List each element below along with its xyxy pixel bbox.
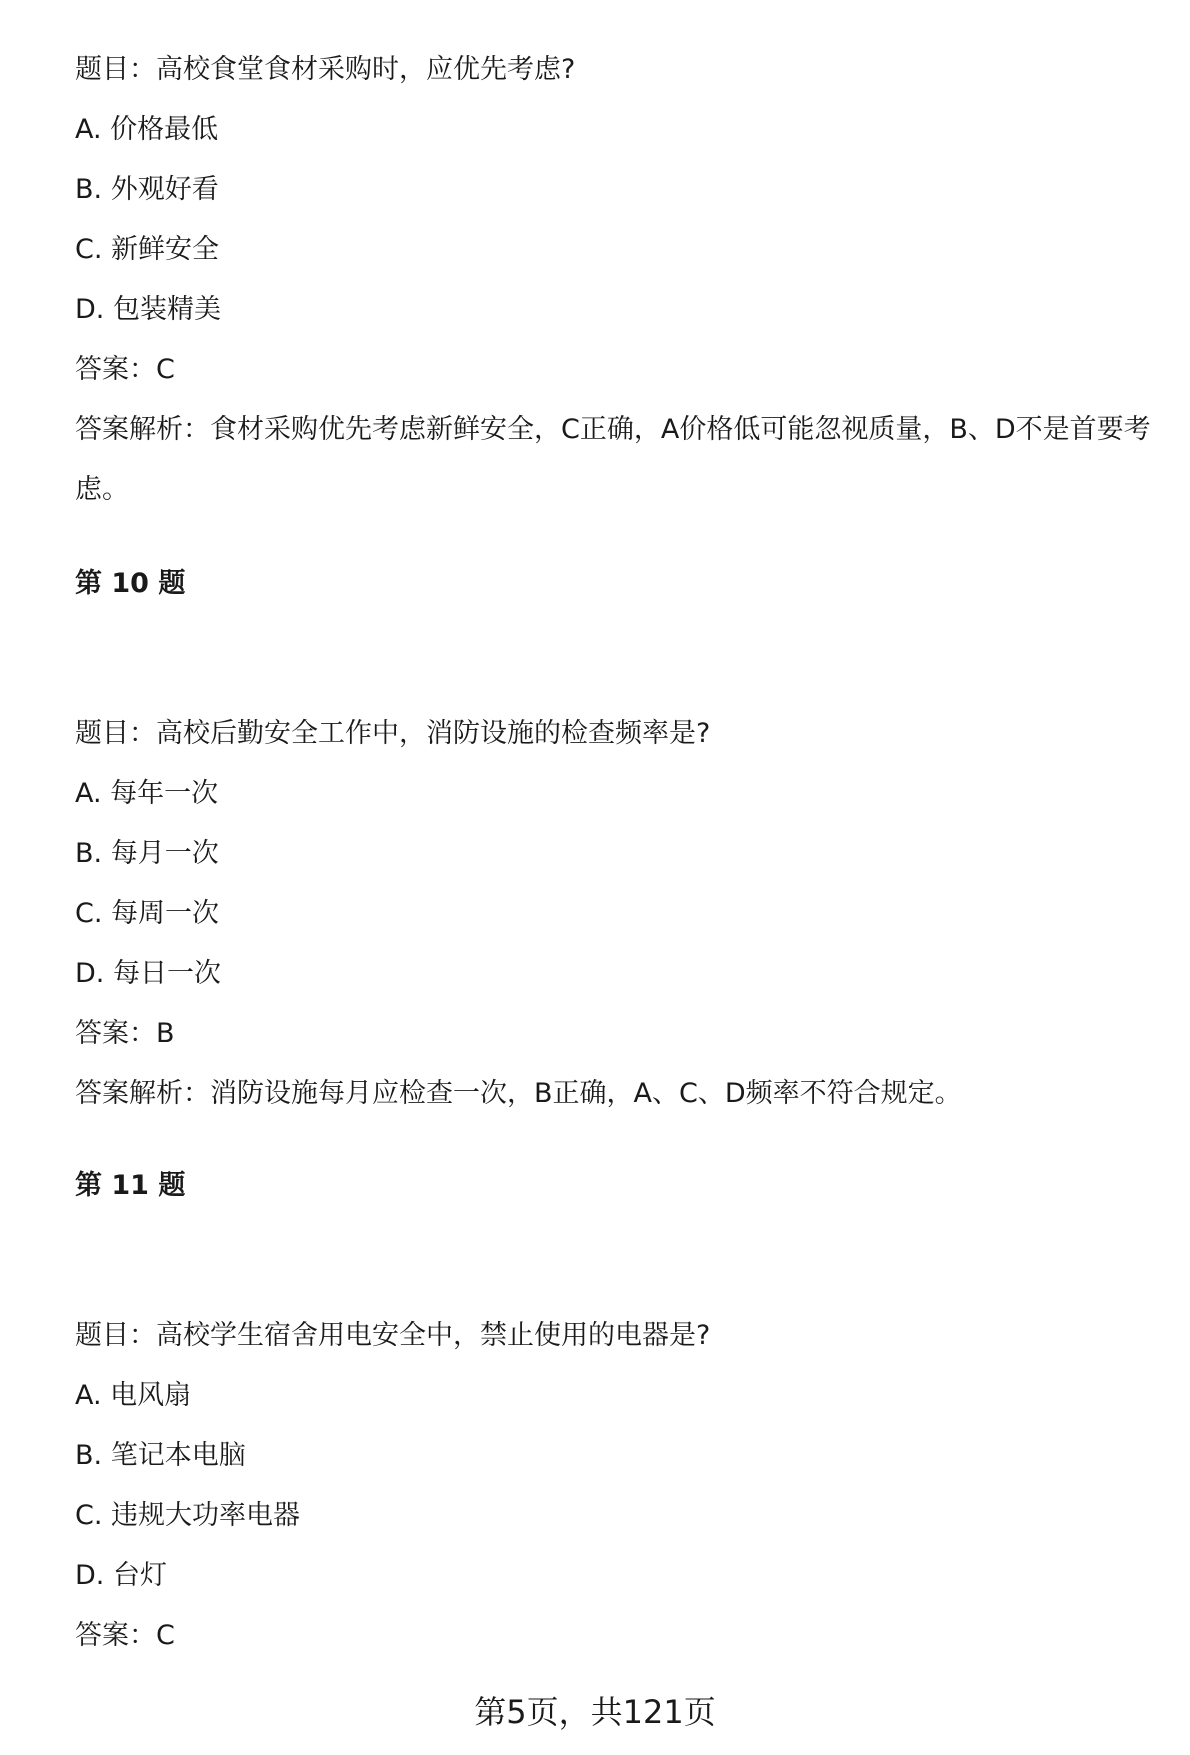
option-b: B. 外观好看 bbox=[75, 174, 219, 205]
option-d: D. 每日一次 bbox=[75, 958, 221, 989]
page-number: 第5页，共121页 bbox=[474, 1693, 716, 1731]
option-a: A. 每年一次 bbox=[75, 778, 219, 809]
option-b: B. 笔记本电脑 bbox=[75, 1440, 246, 1471]
question-heading: 第 11 题 bbox=[75, 1170, 186, 1201]
answer: 答案：C bbox=[75, 1620, 175, 1651]
option-a: A. 价格最低 bbox=[75, 114, 219, 145]
question-heading: 第 10 题 bbox=[75, 568, 186, 599]
option-d: D. 包装精美 bbox=[75, 294, 221, 325]
option-a: A. 电风扇 bbox=[75, 1380, 192, 1411]
answer: 答案：C bbox=[75, 354, 175, 385]
answer: 答案：B bbox=[75, 1018, 175, 1049]
question-text: 题目：高校食堂食材采购时，应优先考虑? bbox=[75, 54, 576, 85]
option-c: C. 每周一次 bbox=[75, 898, 220, 929]
option-b: B. 每月一次 bbox=[75, 838, 219, 869]
question-text: 题目：高校学生宿舍用电安全中，禁止使用的电器是? bbox=[75, 1320, 711, 1351]
question-text: 题目：高校后勤安全工作中，消防设施的检查频率是? bbox=[75, 718, 711, 749]
option-d: D. 台灯 bbox=[75, 1560, 167, 1591]
option-c: C. 新鲜安全 bbox=[75, 234, 220, 265]
option-c: C. 违规大功率电器 bbox=[75, 1500, 301, 1531]
answer-explanation: 答案解析：消防设施每月应检查一次，B正确，A、C、D频率不符合规定。 bbox=[75, 1078, 962, 1109]
answer-explanation: 答案解析：食材采购优先考虑新鲜安全，C正确，A价格低可能忽视质量，B、D不是首要考虑。 bbox=[75, 414, 1151, 505]
